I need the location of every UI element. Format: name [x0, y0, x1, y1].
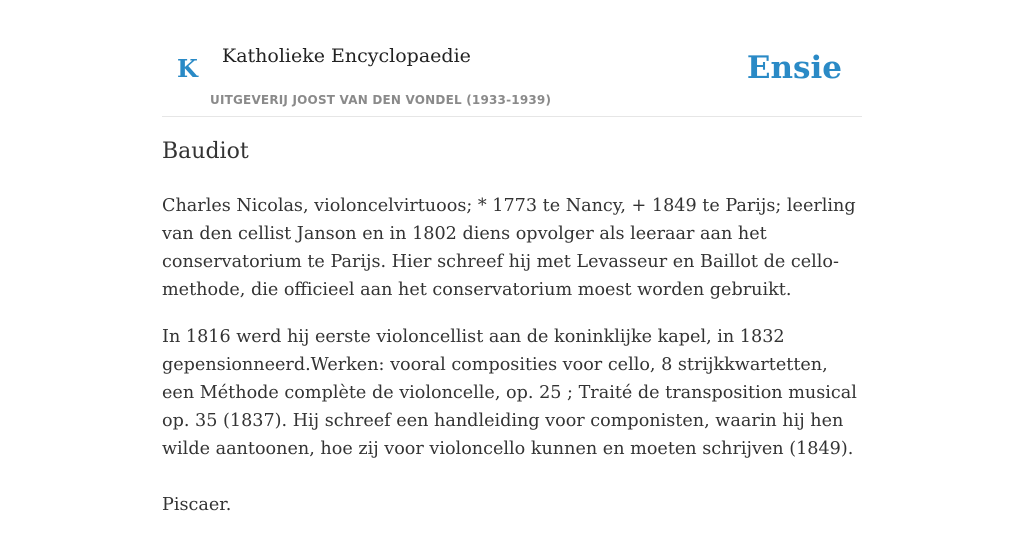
- site-logo[interactable]: K: [177, 54, 198, 83]
- publisher-subtitle: UITGEVERIJ JOOST VAN DEN VONDEL (1933-1939): [210, 93, 552, 107]
- ensie-brand-link[interactable]: Ensie: [746, 50, 842, 86]
- site-title[interactable]: Katholieke Encyclopaedie: [222, 45, 471, 67]
- page: [162, 0, 862, 515]
- article-author: Piscaer.: [162, 495, 232, 515]
- article-body: [162, 192, 862, 538]
- article-paragraph: Charles Nicolas, violoncelvirtuoos; * 1773 te Nancy, + 1849 te Parijs; leerling van den cellist Janson en in 1802 diens opvolger als leeraar aan het conservatorium te Parijs. Hier schreef hij met Levasseur en Baillot de cello-methode, die officieel aan het conservatorium moest worden gebruikt.: [162, 196, 856, 300]
- site-header: [162, 0, 862, 117]
- article-paragraph: In 1816 werd hij eerste violoncellist aan de koninklijke kapel, in 1832 gepensionneerd.Werken: vooral composities voor cello, 8 strijkkwartetten, een Méthode complète de violoncelle, op. 25 ; Traité de transposition musical op. 35 (1837). Hij schreef een handleiding voor componisten, waarin hij hen wilde aantoonen, hoe zij voor violoncello kunnen en moeten schrijven (1849).: [162, 327, 857, 459]
- article-title: Baudiot: [162, 139, 249, 164]
